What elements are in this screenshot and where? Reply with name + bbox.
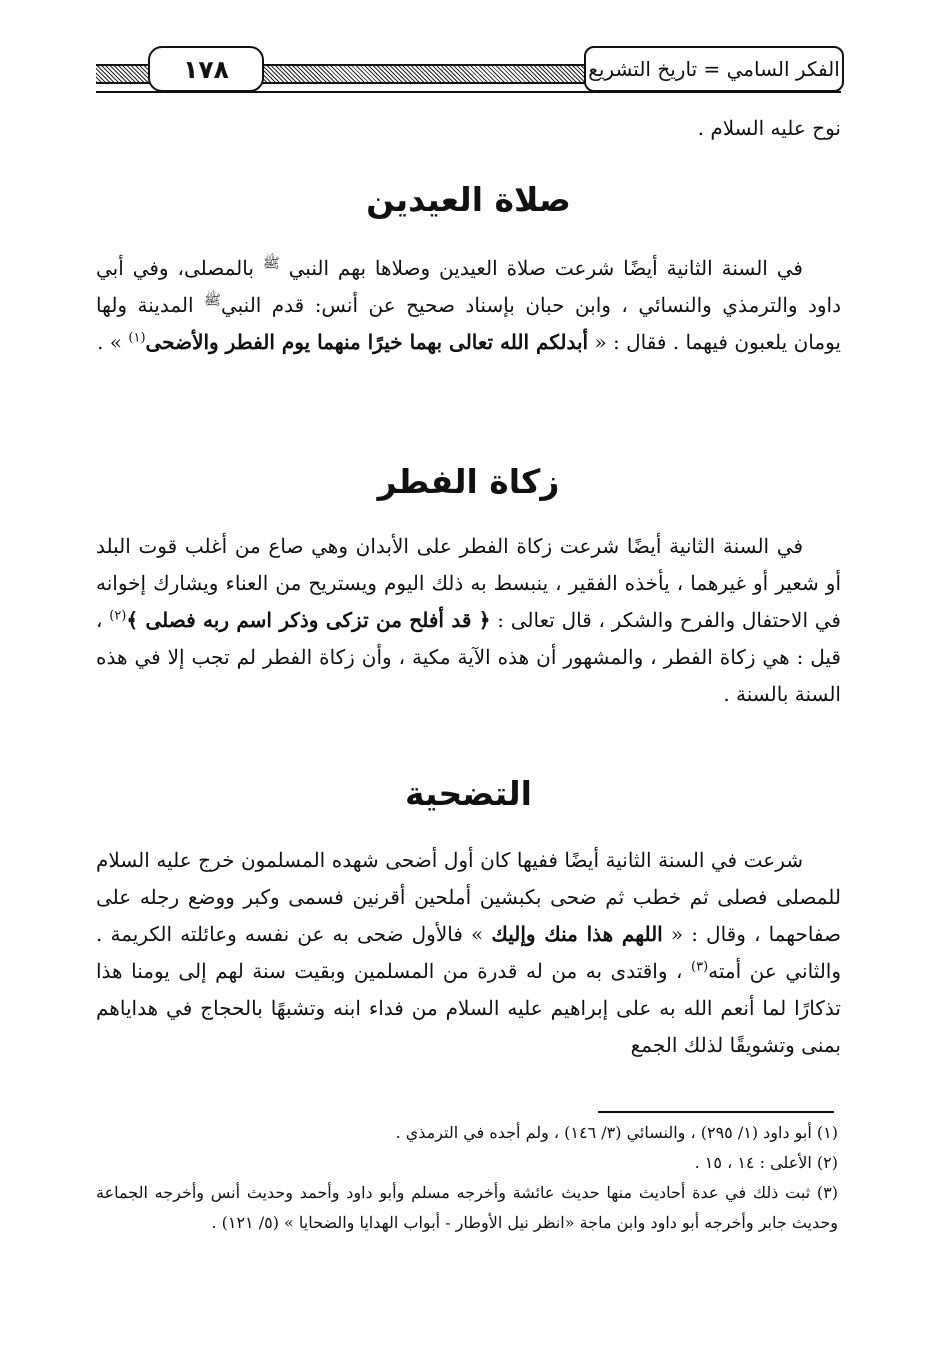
text: » فالأول ضحى به عن نفسه وعائلته الكريمة . والثاني عن أمته bbox=[96, 922, 842, 983]
footnote-ref-3[interactable]: (٣) bbox=[691, 959, 709, 975]
opening-line: نوح عليه السلام . bbox=[697, 116, 841, 140]
prophetic-quote: اللهم هذا منك وإليك bbox=[491, 922, 663, 946]
footnotes bbox=[96, 1118, 838, 1238]
hadith-quote: أبدلكم الله تعالى بهما خيرًا منهما يوم الفطر والأضحى bbox=[145, 330, 589, 354]
section-heading-sacrifice: التضحية bbox=[405, 774, 532, 813]
text: ، واقتدى به من له قدرة من المسلمين وبقيت سنة لهم إلى يومنا هذا تذكارًا لما أنعم الله به على إبراهيم عليه السلام من فداء ابنه وتشبهًا بالحجاج في هداياهم بمنى وتشويقًا لذلك الجمع bbox=[96, 959, 841, 1057]
text: بالمصلى، وفي أبي داود والترمذي والنسائي ، وابن حبان بإسناد صحيح عن أنس: قدم النبي bbox=[96, 256, 842, 317]
footnote-ref-1[interactable]: (١) bbox=[128, 330, 146, 346]
running-title: الفكر السامي = تاريخ التشريع bbox=[584, 46, 844, 92]
quran-verse: ﴿ قد أفلح من تزكى وذكر اسم ربه فصلى ﴾ bbox=[126, 608, 491, 632]
text: » . bbox=[97, 330, 123, 354]
footnote-3: (٣) ثبت ذلك في عدة أحاديث منها حديث عائشة وأخرجه مسلم وأبو داود وأحمد وحديث أنس وأخرجه الجماعة وحديث جابر وأخرجه أبو داود وابن ماجة «انظر نيل الأوطار - أبواب الهدايا والضحايا » (٥/ ١٢١) . bbox=[96, 1183, 838, 1232]
text: شرعت في السنة الثانية أيضًا ففيها كان أول أضحى شهده المسلمون خرج عليه السلام للمصلى فصلى ثم خطب ثم ضحى بكبشين أملحين أقرنين فسمى وكبر ووضع رجله على صفاحهما ، وقال : « bbox=[96, 848, 842, 946]
footnote-separator bbox=[598, 1111, 834, 1113]
honorific-ligature: ﷺ bbox=[262, 255, 280, 272]
section-heading-eid-prayer: صلاة العيدين bbox=[366, 180, 571, 219]
text: ، قيل : هي زكاة الفطر ، والمشهور أن هذه الآية مكية ، وأن زكاة الفطر لم تجب إلا في هذه السنة بالسنة . bbox=[96, 608, 841, 706]
section-heading-zakat-al-fitr: زكاة الفطر bbox=[377, 462, 560, 501]
footnote-2: (٢) الأعلى : ١٤ ، ١٥ . bbox=[694, 1153, 838, 1172]
footnote-ref-2[interactable]: (٢) bbox=[109, 608, 127, 624]
opening-line-block bbox=[96, 110, 841, 147]
paragraph-eid-prayer bbox=[96, 250, 841, 361]
page-number: ١٧٨ bbox=[148, 46, 264, 92]
text: في السنة الثانية أيضًا شرعت زكاة الفطر على الأبدان وهي صاع من أغلب قوت البلد أو شعير أو غيرهما ، يأخذه الفقير ، ينبسط به ذلك اليوم ويستريح من العناء ويشارك إخوانه في الاحتفال والفرح والشكر ، قال تعالى : bbox=[96, 534, 841, 632]
paragraph-sacrifice bbox=[96, 842, 841, 1064]
honorific-ligature: ﷺ bbox=[204, 292, 221, 309]
paragraph-zakat-al-fitr bbox=[96, 528, 841, 713]
footnote-1: (١) أبو داود (١/ ٢٩٥) ، والنسائي (٣/ ١٤٦) ، ولم أجده في الترمذي . bbox=[395, 1123, 838, 1142]
text: في السنة الثانية أيضًا شرعت صلاة العيدين وصلاها بهم النبي bbox=[288, 256, 803, 280]
text: المدينة ولها يومان يلعبون فيهما . فقال : « bbox=[96, 293, 841, 354]
page-header bbox=[96, 44, 841, 102]
